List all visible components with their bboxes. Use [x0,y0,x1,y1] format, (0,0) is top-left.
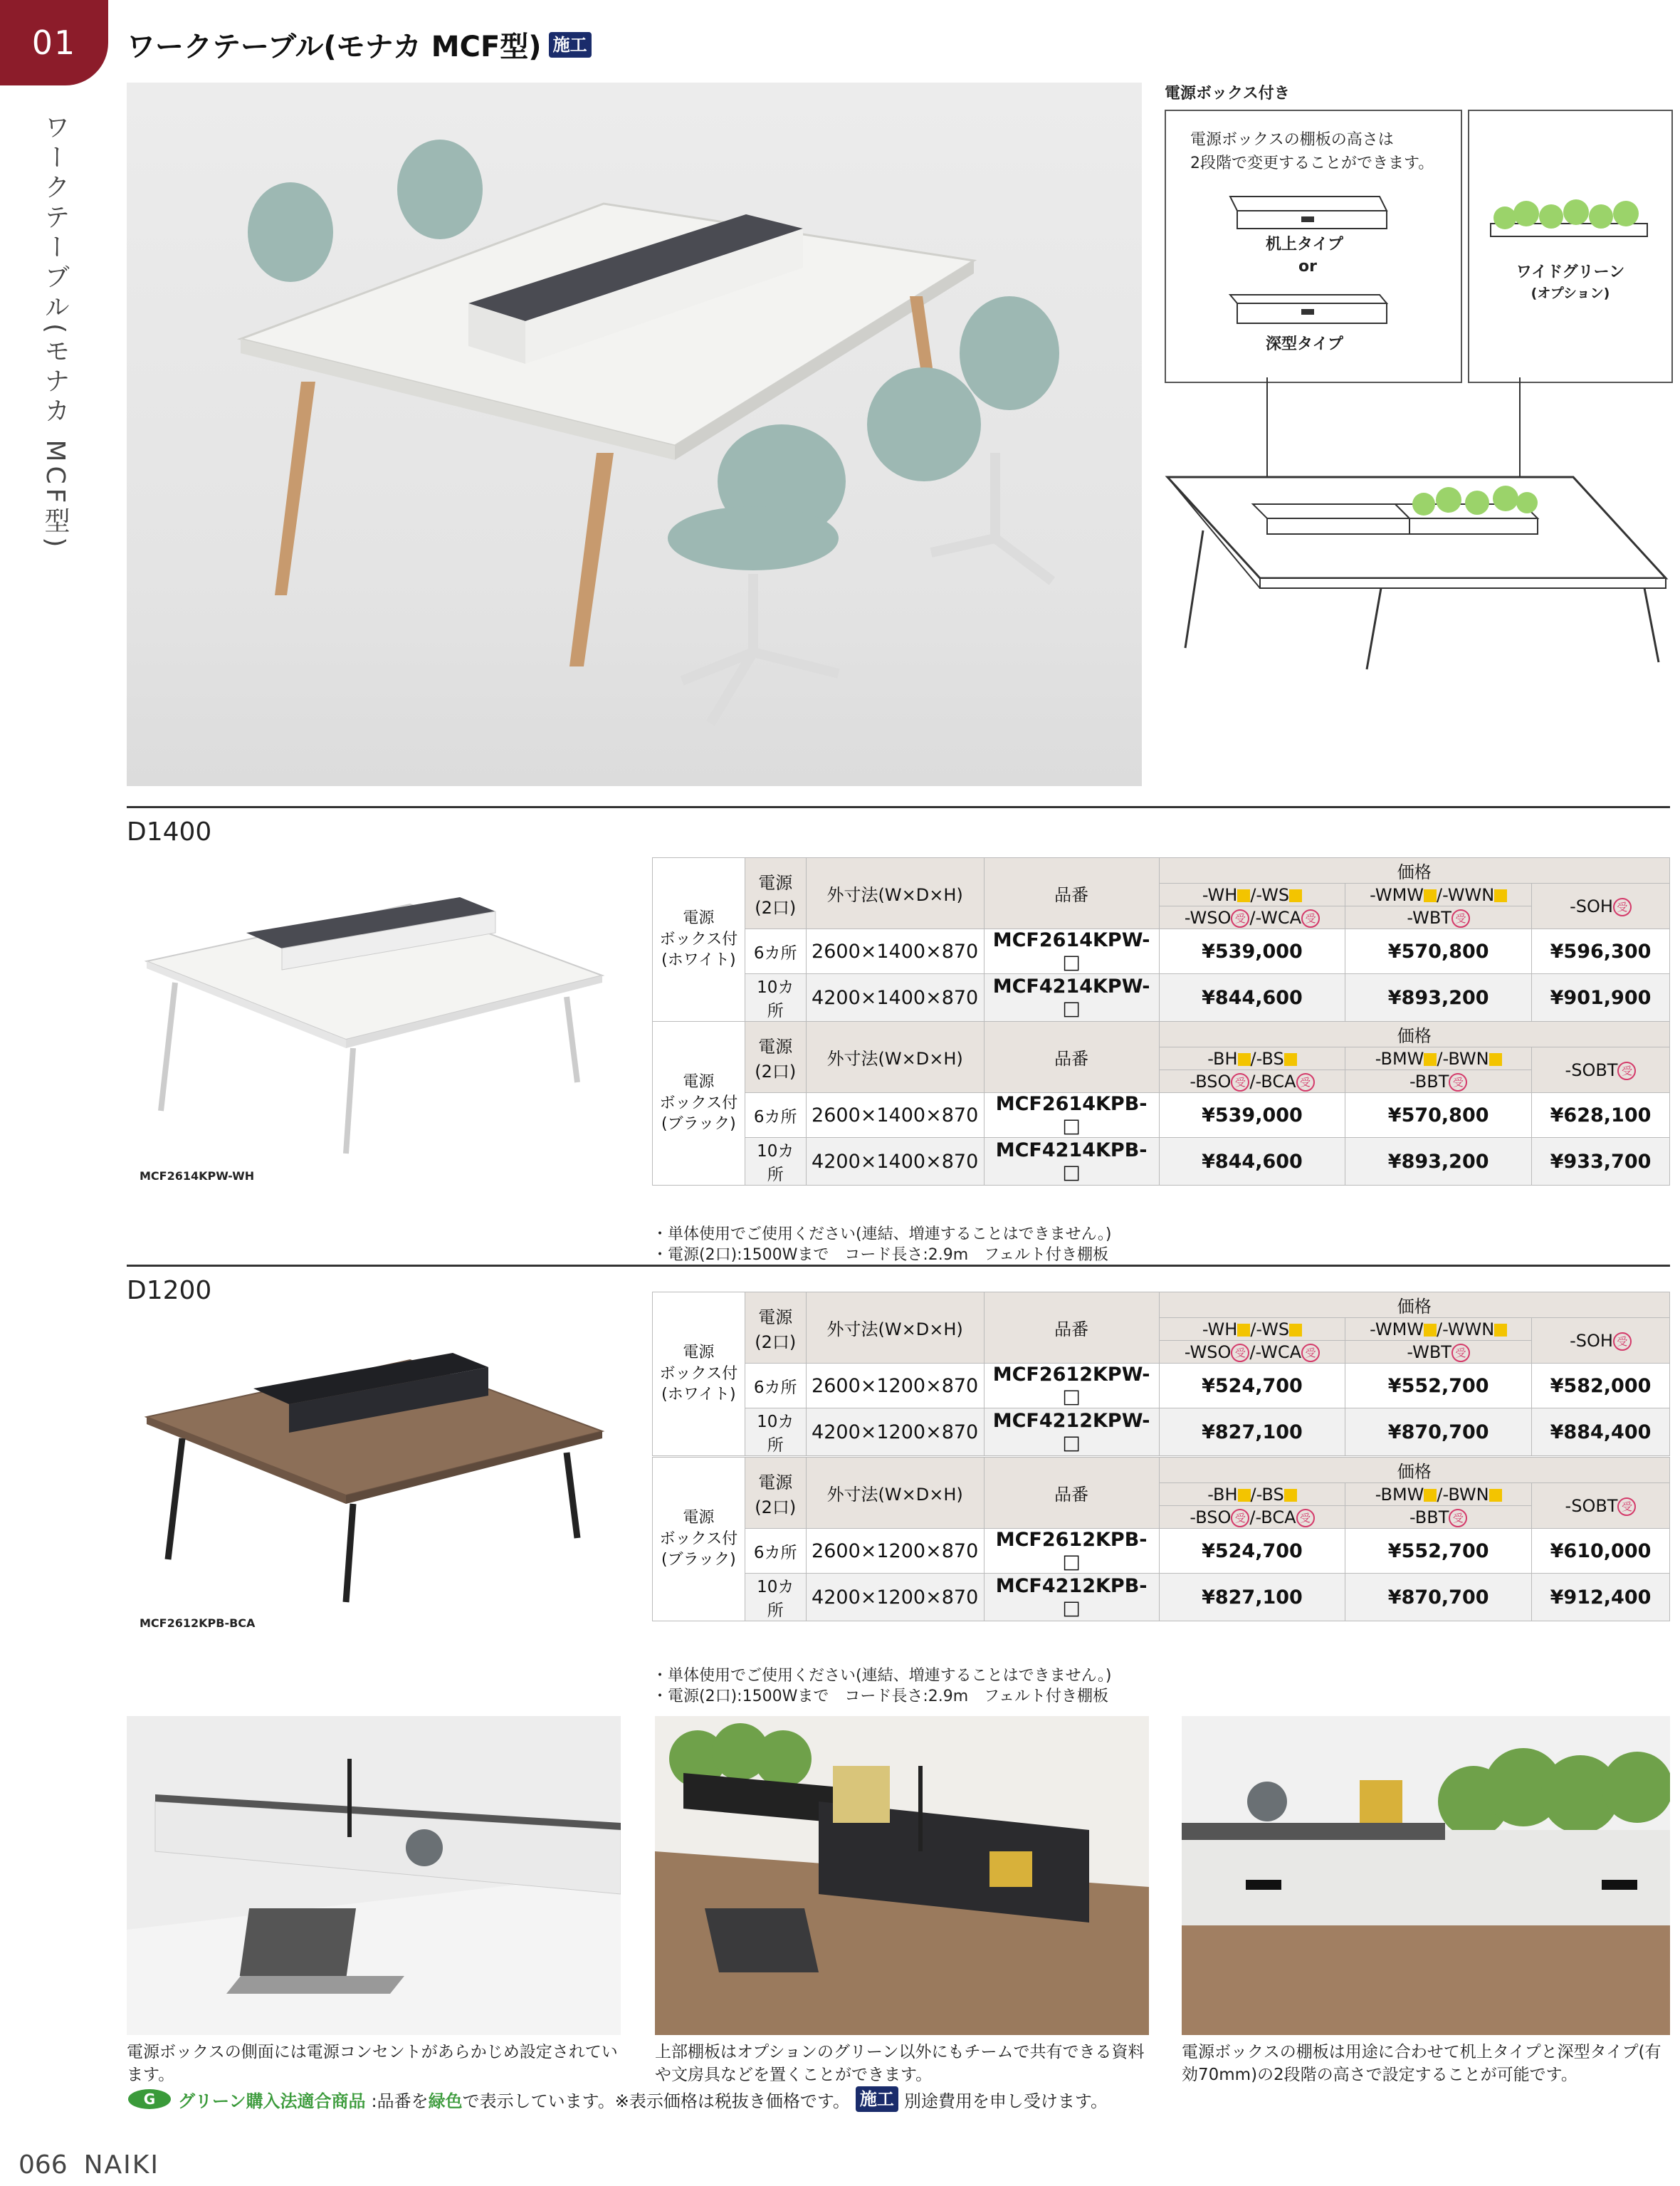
made-to-order-icon: 受 [1296,1073,1315,1092]
color-code: -WS [1256,1319,1290,1339]
color-code: -BCA [1255,1507,1296,1527]
diagram-desc-line1: 電源ボックスの棚板の高さは [1190,131,1394,149]
price-table [652,1021,1670,1186]
wide-green-illustration [1484,189,1654,246]
outlets-cell: 6カ所 [745,929,806,974]
price-table [652,857,1670,1022]
color-code: -WBT [1407,907,1451,928]
section-divider-d1400 [127,806,1670,808]
diagram-title: 電源ボックス付き [1165,85,1290,103]
footer-rest-text: で表示しています。※表示価格は税抜き価格です。 [462,2091,850,2111]
code-cell: MCF2612KPW-□ [984,1364,1159,1408]
swatch-icon [1238,1489,1251,1502]
size-cell: 4200×1400×870 [806,1138,984,1186]
color-code: / [1249,1342,1256,1362]
swatch-icon [1237,889,1250,902]
color-group-2 [1345,884,1532,906]
desk-top-type-illustration [1223,189,1394,232]
caption-shelf-height: 電源ボックスの棚板は用途に合わせて机上タイプと深型タイプ(有効70mm)の2段階の高さで設定することが可能です。 [1182,2043,1661,2085]
code-cell: MCF4214KPB-□ [984,1138,1159,1186]
color-code: -WH [1202,1319,1238,1339]
swatch-icon [1238,1053,1251,1066]
note-line-2: ・電源(2口):1500Wまで コード長さ:2.9m フェルト付き棚板 [652,1245,1109,1264]
price-cell-2: ¥552,700 [1345,1529,1532,1574]
note-line-1-b: ・単体使用でご使用ください(連結、増連することはできません。) [652,1667,1112,1685]
price-cell-1: ¥844,600 [1159,974,1345,1022]
or-label: or [1298,258,1317,276]
swatch-icon [1424,1053,1437,1066]
color-code: / [1250,884,1256,905]
price-cell-2: ¥893,200 [1345,1138,1532,1186]
size-header: 外寸法(W×D×H) [806,858,984,929]
price-cell-2: ¥570,800 [1345,929,1532,974]
size-cell: 4200×1200×870 [806,1408,984,1456]
color-code: -BS [1256,1484,1284,1505]
power-header: 電源 (2口) [745,1292,806,1364]
made-to-order-icon: 受 [1231,1509,1249,1527]
made-to-order-icon: 受 [1613,898,1632,916]
color-group-2 [1345,1483,1532,1506]
color-code: / [1250,1319,1256,1339]
color-group-3 [1532,1483,1670,1529]
size-cell: 2600×1400×870 [806,1093,984,1138]
price-cell-1: ¥539,000 [1159,1093,1345,1138]
notes-d1200 [652,1666,1112,1707]
wide-green-box [1468,110,1673,383]
color-code: -WMW [1370,884,1424,905]
made-to-order-icon: 受 [1301,909,1320,928]
color-code: -BMW [1375,1048,1424,1069]
color-code: / [1437,1319,1443,1339]
table-line-drawing [1153,377,1673,676]
color-code: -SOH [1570,1330,1613,1351]
color-group-1b [1159,1070,1345,1093]
color-group-1 [1159,884,1345,906]
color-code: / [1250,1048,1256,1069]
swatch-icon [1489,1053,1502,1066]
swatch-icon [1424,1324,1437,1337]
made-to-order-icon: 受 [1449,1073,1467,1092]
outlets-cell: 6カ所 [745,1364,806,1408]
size-cell: 2600×1200×870 [806,1364,984,1408]
outlets-cell: 10カ所 [745,1408,806,1456]
swatch-icon [1284,1053,1297,1066]
size-header: 外寸法(W×D×H) [806,1022,984,1093]
green-purchase-icon [127,2088,172,2111]
color-code: -BS [1256,1048,1284,1069]
color-code: / [1249,907,1256,928]
section-title-d1400: D1400 [127,817,212,847]
color-code: -WSO [1184,1342,1232,1362]
swatch-icon [1284,1489,1297,1502]
color-code: -BH [1207,1484,1238,1505]
side-label: ワークテーブル(モナカ MCF型) [41,114,70,552]
made-to-order-icon: 受 [1613,1332,1632,1351]
size-cell: 2600×1200×870 [806,1529,984,1574]
page-number: 066 [19,2150,68,2180]
price-cell-3: ¥582,000 [1532,1364,1670,1408]
photo-power-outlet [127,1716,621,2035]
caption-upper-shelf: 上部棚板はオプションのグリーン以外にもチームで共有できる資料や文房具などを置くことができます。 [655,2043,1145,2085]
price-header: 価格 [1159,1292,1669,1318]
made-to-order-icon: 受 [1617,1062,1636,1080]
table-row [653,1138,1670,1186]
code-header: 品番 [984,858,1159,929]
color-code: -WMW [1370,1319,1424,1339]
made-to-order-icon: 受 [1617,1497,1636,1516]
made-to-order-icon: 受 [1451,909,1470,928]
color-code: -WBT [1407,1342,1451,1362]
swatch-icon [1494,1324,1507,1337]
price-cell-2: ¥552,700 [1345,1364,1532,1408]
size-cell: 4200×1400×870 [806,974,984,1022]
photo-upper-shelf [655,1716,1149,2035]
made-to-order-icon: 受 [1231,1344,1249,1362]
green-purchase-label: グリーン購入法適合商品 [178,2091,366,2111]
color-code: -WSO [1184,907,1232,928]
made-to-order-icon: 受 [1449,1509,1467,1527]
section-title-d1200: D1200 [127,1276,212,1305]
power-header: 電源 (2口) [745,1022,806,1093]
made-to-order-icon: 受 [1451,1344,1470,1362]
swatch-icon [1489,1489,1502,1502]
diagram-desc-line2: 2段階で変更することができます。 [1190,155,1434,172]
code-header: 品番 [984,1292,1159,1364]
price-cell-1: ¥827,100 [1159,1408,1345,1456]
price-cell-3: ¥901,900 [1532,974,1670,1022]
color-code: -BSO [1190,1507,1232,1527]
code-cell: MCF2614KPW-□ [984,929,1159,974]
table-row [653,1574,1670,1621]
color-code: / [1249,1507,1256,1527]
code-header: 品番 [984,1022,1159,1093]
color-group-3 [1532,1047,1670,1093]
made-to-order-icon: 受 [1296,1509,1315,1527]
table-label: 電源 ボックス付 (ホワイト) [653,858,745,1022]
color-group-1 [1159,1483,1345,1506]
svg-text:G: G [143,2091,156,2108]
price-cell-2: ¥570,800 [1345,1093,1532,1138]
price-cell-2: ¥870,700 [1345,1408,1532,1456]
price-cell-3: ¥912,400 [1532,1574,1670,1621]
price-table [652,1292,1670,1456]
color-code: -BSO [1190,1071,1232,1092]
swatch-icon [1424,889,1437,902]
size-header: 外寸法(W×D×H) [806,1292,984,1364]
color-group-2b [1345,906,1532,929]
swatch-icon [1289,889,1302,902]
color-group-2 [1345,1047,1532,1070]
table-row [653,1408,1670,1456]
product-photo-d1200 [140,1339,609,1609]
product-caption-d1200: MCF2612KPB-BCA [140,1616,256,1630]
color-code: -BBT [1409,1507,1449,1527]
table-label: 電源 ボックス付 (ホワイト) [653,1292,745,1456]
color-code: -WS [1256,884,1290,905]
price-header: 価格 [1159,1458,1669,1483]
color-code: -WH [1202,884,1238,905]
chapter-number: 01 [31,23,77,62]
swatch-icon [1424,1489,1437,1502]
code-header: 品番 [984,1458,1159,1529]
desk-top-type-label: 机上タイプ [1266,236,1343,253]
color-code: -BBT [1409,1071,1449,1092]
color-code: -BH [1207,1048,1238,1069]
price-cell-3: ¥884,400 [1532,1408,1670,1456]
construction-badge: 施工 [549,32,592,58]
green-purchase-text: :品番を [371,2091,429,2111]
power-header: 電源 (2口) [745,858,806,929]
color-group-3 [1532,1318,1670,1364]
size-cell: 4200×1200×870 [806,1574,984,1621]
price-cell-1: ¥844,600 [1159,1138,1345,1186]
color-group-2b [1345,1506,1532,1529]
made-to-order-icon: 受 [1231,1073,1249,1092]
made-to-order-icon: 受 [1301,1344,1320,1362]
color-code: / [1437,884,1443,905]
color-code: -WCA [1255,907,1302,928]
notes-d1400 [652,1225,1112,1265]
price-table [652,1457,1670,1621]
color-group-1 [1159,1047,1345,1070]
color-group-1b [1159,906,1345,929]
photo-shelf-height [1182,1716,1670,2035]
product-caption-d1400: MCF2614KPW-WH [140,1169,255,1183]
size-header: 外寸法(W×D×H) [806,1458,984,1529]
code-cell: MCF4214KPW-□ [984,974,1159,1022]
table-row [653,974,1670,1022]
price-header: 価格 [1159,858,1669,884]
outlets-cell: 10カ所 [745,974,806,1022]
outlets-cell: 6カ所 [745,1529,806,1574]
color-group-3 [1532,884,1670,929]
hero-photo [127,83,1142,786]
price-header: 価格 [1159,1022,1669,1047]
table-row [653,929,1670,974]
table-row [653,1364,1670,1408]
chapter-tab [0,0,108,85]
color-group-2b [1345,1070,1532,1093]
code-cell: MCF2612KPB-□ [984,1529,1159,1574]
color-code: -BMW [1375,1484,1424,1505]
footer-badge-text: 別途費用を申し受けます。 [903,2091,1108,2111]
color-code: -SOBT [1565,1495,1618,1516]
page-title [127,24,592,65]
made-to-order-icon: 受 [1231,909,1249,928]
price-cell-1: ¥539,000 [1159,929,1345,974]
color-code: -WCA [1255,1342,1302,1362]
wide-green-label: ワイドグリーン [1516,263,1625,281]
swatch-icon [1494,889,1507,902]
table-row [653,1529,1670,1574]
price-cell-1: ¥524,700 [1159,1364,1345,1408]
color-group-1b [1159,1341,1345,1364]
price-cell-1: ¥524,700 [1159,1529,1345,1574]
footer-construction-badge: 施工 [856,2086,898,2112]
table-label: 電源 ボックス付 (ブラック) [653,1458,745,1621]
swatch-icon [1237,1324,1250,1337]
price-cell-3: ¥933,700 [1532,1138,1670,1186]
table-label: 電源 ボックス付 (ブラック) [653,1022,745,1186]
green-word: 緑色 [428,2091,463,2111]
code-cell: MCF4212KPW-□ [984,1408,1159,1456]
color-code: / [1437,1484,1443,1505]
color-code: / [1249,1071,1256,1092]
color-group-2 [1345,1318,1532,1341]
price-cell-3: ¥628,100 [1532,1093,1670,1138]
price-cell-3: ¥610,000 [1532,1529,1670,1574]
color-code: -BWN [1442,1048,1489,1069]
color-code: -WWN [1442,1319,1495,1339]
color-group-2b [1345,1341,1532,1364]
price-cell-1: ¥827,100 [1159,1574,1345,1621]
outlets-cell: 10カ所 [745,1138,806,1186]
color-code: -BCA [1255,1071,1296,1092]
caption-power-outlet: 電源ボックスの側面には電源コンセントがあらかじめ設定されています。 [127,2043,618,2085]
swatch-icon [1289,1324,1302,1337]
table-row [653,1093,1670,1138]
deep-type-illustration [1223,288,1394,330]
note-line-2-b: ・電源(2口):1500Wまで コード長さ:2.9m フェルト付き棚板 [652,1687,1109,1705]
page-footer [19,2150,159,2180]
shelf-height-box [1165,110,1462,383]
power-header: 電源 (2口) [745,1458,806,1529]
color-group-1b [1159,1506,1345,1529]
color-code: / [1437,1048,1443,1069]
color-code: -BWN [1442,1484,1489,1505]
code-cell: MCF2614KPB-□ [984,1093,1159,1138]
size-cell: 2600×1400×870 [806,929,984,974]
outlets-cell: 10カ所 [745,1574,806,1621]
color-group-1 [1159,1318,1345,1341]
code-cell: MCF4212KPB-□ [984,1574,1159,1621]
price-cell-3: ¥596,300 [1532,929,1670,974]
product-photo-d1400 [140,890,609,1161]
color-code: / [1250,1484,1256,1505]
footer-note [127,2086,1108,2112]
color-code: -SOBT [1565,1060,1618,1080]
brand-name: NAIKI [83,2150,160,2180]
price-cell-2: ¥893,200 [1345,974,1532,1022]
outlets-cell: 6カ所 [745,1093,806,1138]
color-code: -WWN [1442,884,1495,905]
price-cell-2: ¥870,700 [1345,1574,1532,1621]
color-code: -SOH [1570,896,1613,916]
deep-type-label: 深型タイプ [1266,335,1343,353]
section-divider-d1200 [127,1265,1670,1267]
page-title-text: ワークテーブル(モナカ MCF型) [127,31,542,63]
wide-green-option-label: (オプション) [1531,285,1610,301]
note-line-1: ・単体使用でご使用ください(連結、増連することはできません。) [652,1225,1112,1243]
